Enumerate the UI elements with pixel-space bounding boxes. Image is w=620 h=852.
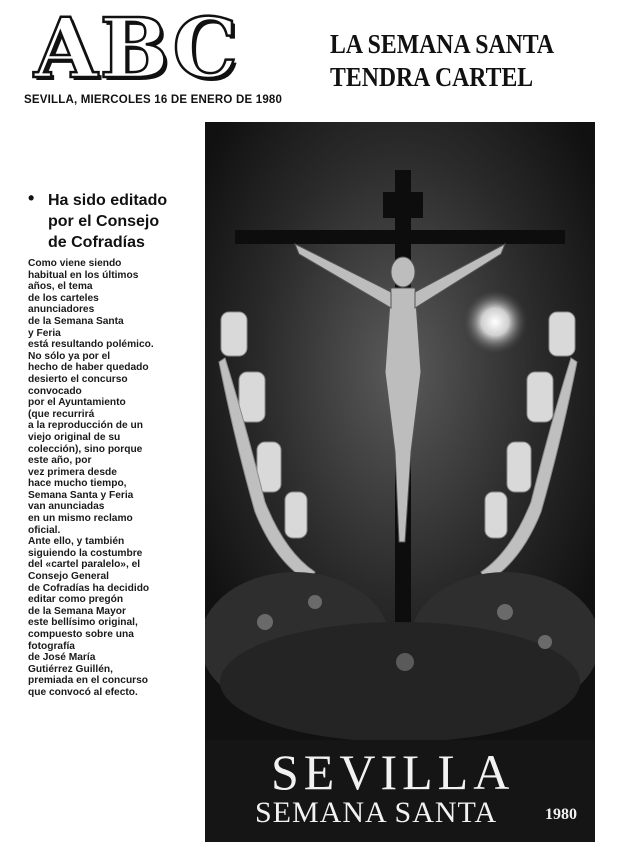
poster-city: SEVILLA bbox=[271, 744, 515, 800]
body-line: editar como pregón bbox=[28, 594, 124, 606]
subhead-line: Ha sido editado bbox=[48, 192, 168, 209]
crucifix-photo bbox=[205, 122, 595, 742]
body-line: (que recurrirá bbox=[28, 408, 95, 420]
body-line: desierto el concurso bbox=[28, 373, 128, 385]
subhead-line: de Cofradías bbox=[48, 234, 145, 251]
body-line: Como viene siendo bbox=[28, 258, 122, 269]
body-line: No sólo ya por el bbox=[28, 350, 111, 362]
newspaper-logo: ABC bbox=[34, 1, 240, 97]
headline-line: TENDRA CARTEL bbox=[330, 62, 534, 92]
body-line: fotografía bbox=[28, 640, 75, 652]
body-line: este año, por bbox=[28, 455, 92, 467]
body-line: Consejo General bbox=[28, 571, 109, 583]
body-line: oficial. bbox=[28, 524, 61, 536]
light-flare bbox=[461, 288, 529, 356]
body-line: colección), sino porque bbox=[28, 443, 143, 455]
body-line: que convocó al efecto. bbox=[28, 686, 138, 698]
body-line: hecho de haber quedado bbox=[28, 362, 149, 374]
poster-image bbox=[205, 122, 595, 842]
subhead bbox=[28, 190, 198, 253]
body-line: de los carteles bbox=[28, 292, 99, 304]
body-line: premiada en el concurso bbox=[28, 675, 149, 687]
poster-caption-band bbox=[205, 740, 595, 842]
body-line: y Feria bbox=[28, 327, 61, 339]
body-line: de la Semana Mayor bbox=[28, 605, 126, 617]
poster-subtitle: SEMANA SANTA bbox=[255, 796, 498, 829]
body-line: hace mucho tiempo, bbox=[28, 478, 127, 490]
body-line: en un mismo reclamo bbox=[28, 513, 133, 525]
body-line: años, el tema bbox=[28, 281, 93, 293]
body-line: viejo original de su bbox=[28, 431, 121, 443]
headline bbox=[330, 28, 559, 94]
article-body bbox=[28, 258, 198, 699]
headline-line: LA SEMANA SANTA bbox=[330, 29, 555, 59]
body-line: Semana Santa y Feria bbox=[28, 489, 134, 501]
body-line: convocado bbox=[28, 385, 82, 397]
bullet-icon: • bbox=[28, 188, 35, 208]
body-line: por el Ayuntamiento bbox=[28, 397, 126, 409]
body-line: vez primera desde bbox=[28, 466, 117, 478]
body-line: siguiendo la costumbre bbox=[28, 547, 143, 559]
body-line: a la reproducción de un bbox=[28, 420, 143, 432]
body-line: de la Semana Santa bbox=[28, 315, 124, 327]
body-line: compuesto sobre una bbox=[28, 629, 134, 640]
body-line: de Cofradías ha decidido bbox=[28, 582, 150, 594]
dateline: SEVILLA, MIERCOLES 16 DE ENERO DE 1980 bbox=[24, 94, 283, 106]
body-line: está resultando polémico. bbox=[28, 339, 154, 351]
poster-year: 1980 bbox=[545, 806, 577, 823]
body-line: van anunciadas bbox=[28, 501, 105, 513]
body-line: anunciadores bbox=[28, 304, 95, 316]
body-line: este bellísimo original, bbox=[28, 617, 138, 629]
body-line: de José María bbox=[28, 652, 96, 664]
subhead-line: por el Consejo bbox=[48, 213, 160, 230]
body-line: Ante ello, y también bbox=[28, 536, 125, 548]
body-line: habitual en los últimos bbox=[28, 269, 139, 281]
body-line: Gutiérrez Guillén, bbox=[28, 663, 113, 675]
body-line: del «cartel paralelo», el bbox=[28, 559, 141, 571]
